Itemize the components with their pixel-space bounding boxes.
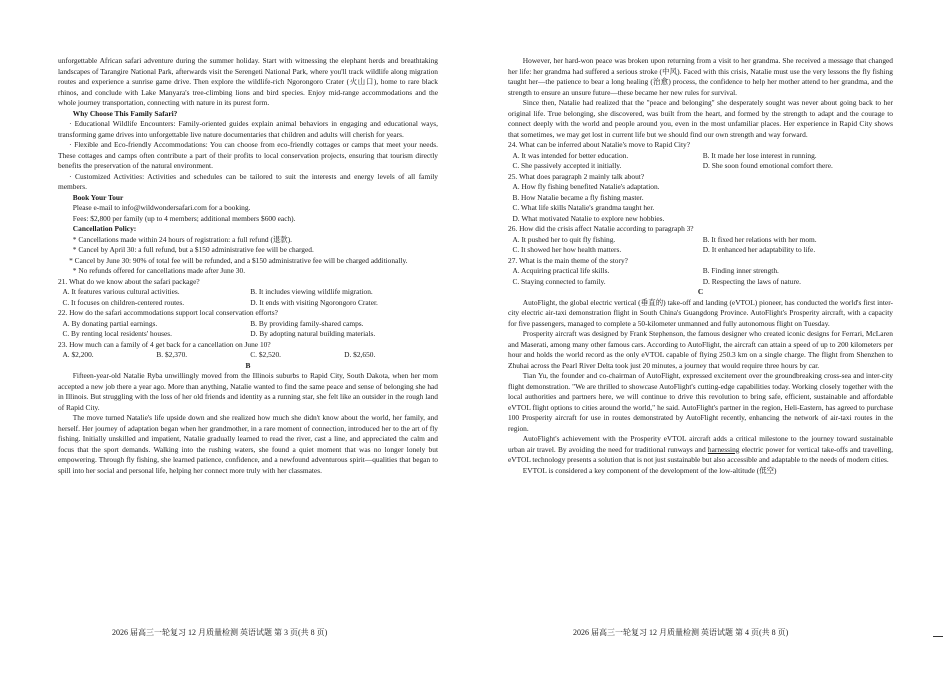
question-block	[508, 256, 893, 288]
answer-option: D. It enhanced her adaptability to life.	[702, 245, 816, 254]
answer-option: B. It made her lose interest in running.	[702, 150, 817, 160]
answer-option: A. By donating partial earnings.	[62, 318, 158, 328]
passage-a-line: Why Choose This Family Safari?	[72, 108, 178, 118]
answer-option: D. By adopting natural building materials.	[250, 329, 376, 338]
answer-option: C. What life skills Natalie's grandma taught her.	[512, 203, 655, 212]
question-block	[58, 340, 438, 361]
answer-option: D. It ends with visiting Ngorongoro Crater.	[250, 297, 378, 307]
section-c-heading: C	[697, 287, 704, 296]
passage-c-paragraph: AutoFlight, the global electric vertical (垂直的) take-off and landing (eVTOL) pioneer, has conducted the world's first inter-city electric air-taxi demonstration flight in South China's Guangdong Province. AutoFlight's Prosperity aircraft, with a capacity for five passengers, managed to complete a 50-kilometer unmanned and fully autonomous flight on Tuesday.	[508, 297, 893, 328]
answer-option: C. She passively accepted it initially.	[512, 161, 622, 170]
answer-option: D. Respecting the laws of nature.	[702, 276, 802, 286]
answer-option: A. $2,200.	[62, 350, 94, 359]
question-block	[58, 308, 438, 340]
answer-option: C. Staying connected to family.	[512, 276, 606, 286]
question-block	[508, 224, 893, 256]
question-stem: 24. What can be inferred about Natalie's move to Rapid City?	[508, 140, 691, 149]
passage-c-paragraph: Tian Yu, the founder and co-chairman of AutoFlight, expressed excitement over the groundbreaking cross-sea and inter-city flight demonstration. "We are thrilled to showcase AutoFlight's cutting-edge capabilities today. Working closely together with the local authorities and partners here, we will continue to drive this revolution to bring safe, efficient, sustainable and affordable eVTOL flight options to cities around the world," he said. AutoFlight's partner in the region, Heli-Eastern, has agreed to purchase 100 Prosperity aircraft for use in routes demonstrated by AutoFlight recently, enhancing the network of air-taxi routes in the region.	[508, 371, 893, 433]
answer-option: C. It focuses on children-centered routes.	[62, 297, 185, 307]
answer-option: B. $2,370.	[156, 350, 188, 359]
answer-option: A. Acquiring practical life skills.	[512, 266, 610, 275]
question-stem: 23. How much can a family of 4 get back for a cancellation on June 10?	[58, 339, 271, 349]
passage-b-paragraph: However, her hard-won peace was broken upon returning from a visit to her grandma. She received a message that changed her life: her grandma had suffered a serious stroke (中风). Faced with this crisis, Natalie must use the very lessons the fly fishing taught her—the patience to bear a long healing (治愈) process, the confidence to help her mother attend to her grandma, and the strength to ensure an unsure future—these became her new rules for survival.	[508, 56, 893, 97]
answer-option: C. $2,520.	[250, 350, 282, 359]
passage-c-paragraph: Prosperity aircraft was designed by Frank Stephenson, the famous designer who created iconic designs for Ferrari, McLaren and Maserati, among many other famous cars. According to AutoFlight, the aircraft can attain a speed of up to 200 kilometers per hour and holds the world record as the only eVTOL capable of flying 250.3 km on a single charge. The flight from Shenzhen to Zhuhai across the Pearl River Delta took just 20 minutes, a journey that would require three hours by car.	[508, 329, 893, 370]
right-column	[508, 56, 893, 476]
right-page-footer: 2026 届高三一轮复习 12 月质量检测 英语试题 第 4 页(共 8 页)	[573, 628, 789, 637]
passage-c-paragraph-4	[508, 434, 893, 466]
passage-b-paragraph: The move turned Natalie's life upside down and she realized how much she didn't know about the world, her family, and herself. Her journey of adaptation began when her grandmother, in a rare moment of connection, introduced her to the art of fly fishing. Initially unskilled and impatient, Natalie gradually learned to read the river, cast a line, and appreciated the calm and focus that the sport demands. Walking into the rushing waters, she found a quiet moment that was no longer lonely but empowering. Through fly fishing, she learned patience, confidence, and a newfound adventurous spirit—qualities that began to spill into her social and personal life, helping her connect more truly with her classmates.	[58, 413, 438, 475]
question-stem: 27. What is the main theme of the story?	[508, 255, 628, 265]
left-column	[58, 56, 438, 476]
answer-option: B. How Natalie became a fly fishing master.	[512, 192, 644, 202]
question-block	[58, 277, 438, 309]
answer-option: A. It pushed her to quit fly fishing.	[512, 234, 616, 244]
passage-a-line: Cancellation Policy:	[72, 224, 137, 233]
left-page-footer: 2026 届高三一轮复习 12 月质量检测 英语试题 第 3 页(共 8 页)	[112, 628, 328, 637]
answer-options	[508, 235, 893, 256]
answer-option: A. It features various cultural activities.	[62, 287, 180, 296]
question-block	[508, 140, 893, 172]
answer-options	[58, 287, 438, 308]
answer-option: B. It includes viewing wildlife migration.	[250, 287, 373, 296]
passage-b-paragraph: Since then, Natalie had realized that the "peace and belonging" she desperately sought was never about going back to her original life. True belonging, she discovered, was built from the heart, and formed by the strength to adapt and the courage to connect deeply with the world and people around you, even in the most unfamiliar places. Her experience in Rapid City shows that sometimes, we may get lost in current life but we should find our own strength and way forward.	[508, 98, 893, 139]
answer-options	[58, 319, 438, 340]
question-stem: 25. What does paragraph 2 mainly talk about?	[508, 171, 645, 181]
passage-b-paragraph: Fifteen-year-old Natalie Ryba unwillingly moved from the Illinois suburbs to Rapid City, South Dakota, when her mom accepted a new job there a year ago. More than anything, Natalie wanted to find the same peace and sense of belonging she had in Illinois. But struggling with the loss of her old friends and identity as a running star, she felt like an outsider in the rough land of Rapid City.	[58, 371, 438, 412]
passage-a-line: · Flexible and Eco-friendly Accommodations: You can choose from eco-friendly cottages or camps that meet your needs. These cottages and camps often contribute a part of their profits to local conservation projects, ensuring that tourism directly benefits the preservation of the natural environment.	[58, 140, 438, 170]
passage-c-text	[508, 298, 893, 435]
passage-c-p4-start: AutoFlight's achievement with the Prosperity eVTOL aircraft adds a critical milestone to the journey toward sustainable urban air travel. By avoiding the need for traditional runways and	[508, 434, 893, 454]
question-stem: 21. What do we know about the safari package?	[58, 276, 200, 286]
question-block	[508, 172, 893, 225]
passage-a-text	[58, 56, 438, 277]
passage-a-line: · Educational Wildlife Encounters: Family-oriented guides explain animal behaviors in engaging and educational ways, transforming game drives into unforgettable live nature documentaries that children and adults will cherish for years.	[58, 119, 438, 139]
passage-b-continued	[508, 56, 893, 140]
right-page	[475, 0, 950, 673]
answer-option: A. How fly fishing benefited Natalie's adaptation.	[512, 182, 660, 191]
passage-a-line: * No refunds offered for cancellations made after June 30.	[72, 266, 246, 275]
passage-a-line: * Cancel by April 30: a full refund, but a $150 administrative fee will be charged.	[72, 245, 314, 254]
passage-a-line: * Cancel by June 30: 90% of total fee will be refunded, and a $150 administrative fee will be charged additionally.	[69, 255, 408, 265]
passage-a-line: * Cancellations made within 24 hours of registration: a full refund (退款).	[72, 234, 293, 244]
answer-option: D. She soon found emotional comfort there.	[702, 161, 833, 170]
question-stem: 22. How do the safari accommodations support local conservation efforts?	[58, 308, 278, 317]
page-edge-mark	[933, 636, 943, 637]
section-b-heading: B	[245, 360, 251, 370]
answer-options	[508, 266, 893, 287]
answer-options	[508, 151, 893, 172]
passage-a-line: · Customized Activities: Activities and schedules can be tailored to suit the interests and energy levels of all family members.	[58, 171, 438, 191]
answer-option: D. $2,650.	[344, 350, 376, 359]
passage-b-text	[58, 371, 438, 476]
passage-a-line: Book Your Tour	[72, 192, 124, 202]
answer-option: B. Finding inner strength.	[702, 266, 779, 275]
passage-a-line: Please e-mail to info@wildwondersafari.com for a booking.	[72, 203, 251, 212]
answer-option: B. By providing family-shared camps.	[250, 318, 364, 328]
answer-option: C. It showed her how health matters.	[512, 245, 622, 254]
questions-24-27	[508, 140, 893, 287]
passage-a-line: unforgettable African safari adventure during the summer holiday. Start with witnessing the elephant herds and breathtaking landscapes of Tarangire National Park, afterwards visit the Serengeti National Park, where you'll track wildlife along migration routes and experience a sunrise game drive. Then explore the wildlife-rich Ngorongoro Crater (火山口), home to rare black rhinos, and conclude with Lake Manyara's tree-climbing lions and bird species. Enjoy mid-range accommodations and the whole journey transportation, connecting with nature in its purest form.	[58, 56, 438, 107]
passage-c-p4-end: electric power for vertical take-offs and travelling, eVTOL technology presents a solution that is not just sustainable but also accessible and adaptable to the needs of modern cities.	[508, 444, 893, 464]
question-stem: 26. How did the crisis affect Natalie according to paragraph 3?	[508, 224, 694, 233]
questions-21-23	[58, 277, 438, 361]
answer-options	[58, 350, 438, 361]
answer-option: C. By renting local residents' houses.	[62, 329, 172, 338]
answer-option: D. What motivated Natalie to explore new hobbies.	[512, 213, 665, 223]
answer-options	[508, 182, 893, 224]
answer-option: B. It fixed her relations with her mom.	[702, 234, 817, 244]
passage-c-last-line: EVTOL is considered a key component of the development of the low-altitude (低空)	[522, 465, 777, 475]
answer-option: A. It was intended for better education.	[512, 150, 629, 160]
passage-a-line: Fees: $2,800 per family (up to 4 members; additional members $600 each).	[72, 213, 296, 223]
underlined-word-harnessing: harnessing	[707, 444, 740, 454]
